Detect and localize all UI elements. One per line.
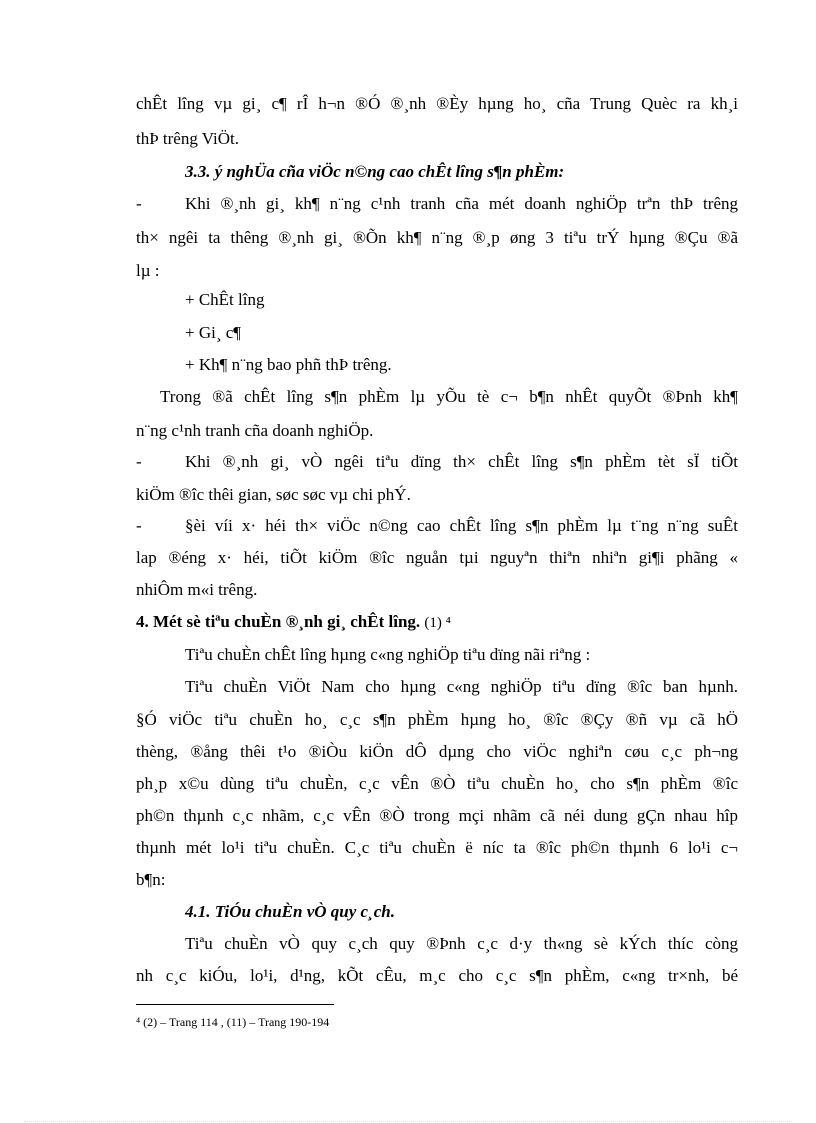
text-line: ph¸p x©u dùng tiªu chuÈn, c¸c vÊn ®Ò tiªu chuÈn ho¸ cho s¶n phÈm ®îc [136,774,738,793]
criteria-item: + ChÊt lîng [185,290,265,309]
text-line: nh c¸c kiÓu, lo¹i, d¹ng, kÕt cÊu, m¸c cho c¸c s¶n phÈm, c«ng tr×nh, bé [136,966,738,985]
text-line: §Ó viÖc tiªu chuÈn ho¸ c¸c s¶n phÈm hµng ho¸ ®îc ®Çy ®ñ vµ cã hÖ [136,710,738,729]
bullet-text: Khi ®¸nh gi¸ kh¶ n¨ng c¹nh tranh cña mét doanh nghiÖp trªn thÞ trêng [185,194,738,213]
text-line: lap ®éng x· héi, tiÕt kiÖm ®îc nguån tµi nguyªn thiªn nhiªn gi¶i phãng « [136,548,738,567]
text-line: Trong ®ã chÊt lîng s¶n phÈm lµ yÕu tè c¬ b¶n nhÊt quyÕt ®Þnh kh¶ [160,387,738,406]
footnote-separator [136,1004,334,1005]
text-line: th× ngêi ta thêng ®¸nh gi¸ ®Õn kh¶ n¨ng ®¸p øng 3 tiªu trÝ hµng ®Çu ®ã [136,228,738,247]
text-line: thµnh mét lo¹i tiªu chuÈn. C¸c tiªu chuÈn ë níc ta ®îc ph©n thµnh 6 lo¹i c¬ [136,838,738,857]
dash-marker: - [136,452,142,471]
text-line: ph©n thµnh c¸c nhãm, c¸c vÊn ®Ò trong mçi nhãm cã néi dung gÇn nhau hîp [136,806,738,825]
text-line: thÞ trêng ViÖt. [136,129,240,148]
section-heading-4-1: 4.1. TiÓu chuÈn vÒ quy c¸ch. [185,902,395,921]
text-line: Tiªu chuÈn vÒ quy c¸ch quy ®Þnh c¸c d·y th«ng sè kÝch thíc còng [185,934,738,953]
text-line: b¶n: [136,870,166,889]
text-line: chÊt lîng vµ gi¸ c¶ rÎ h¬n ®Ó ®¸nh ®Èy hµng ho¸ cña Trung Quèc ra kh¸i [136,94,738,113]
text-line: Tiªu chuÈn chÊt lîng hµng c«ng nghiÖp tiªu dïng nãi riªng : [185,645,591,664]
text-line: lµ : [136,261,160,280]
footnote: ⁴ (2) – Trang 114 , (11) – Trang 190-194 [136,1015,330,1029]
page-bottom-divider [24,1121,792,1122]
section-title: 4. Mét sè tiªu chuÈn ®¸nh gi¸ chÊt lîng. [136,612,421,631]
section-heading-3-3: 3.3. ý nghÜa cña viÖc n©ng cao chÊt lîng s¶n phÈm: [185,162,565,181]
text-line: thèng, ®ång thêi t¹o ®iÒu kiÖn dÔ dµng cho viÖc nghiªn cøu c¸c ph¬ng [136,742,738,761]
section-heading-4 [136,612,738,633]
bullet-text: §èi víi x· héi th× viÖc n©ng cao chÊt lîng s¶n phÈm lµ t¨ng n¨ng suÊt [185,516,738,535]
dash-marker: - [136,194,142,213]
criteria-item: + Kh¶ n¨ng bao phñ thÞ trêng. [185,355,392,374]
criteria-item: + Gi¸ c¶ [185,323,241,342]
text-line: kiÖm ®îc thêi gian, søc søc vµ chi phÝ. [136,485,411,504]
bullet-text: Khi ®¸nh gi¸ vÒ ngêi tiªu dïng th× chÊt lîng s¶n phÈm tèt sÏ tiÕt [185,452,738,471]
text-line: n¨ng c¹nh tranh cña doanh nghiÖp. [136,421,374,440]
text-line: Tiªu chuÈn ViÖt Nam cho hµng c«ng nghiÖp tiªu dïng ®îc ban hµnh. [185,677,738,696]
dash-marker: - [136,516,142,535]
footnote-ref: (1) ⁴ [424,615,451,631]
text-line: nhiÔm m«i trêng. [136,580,258,599]
